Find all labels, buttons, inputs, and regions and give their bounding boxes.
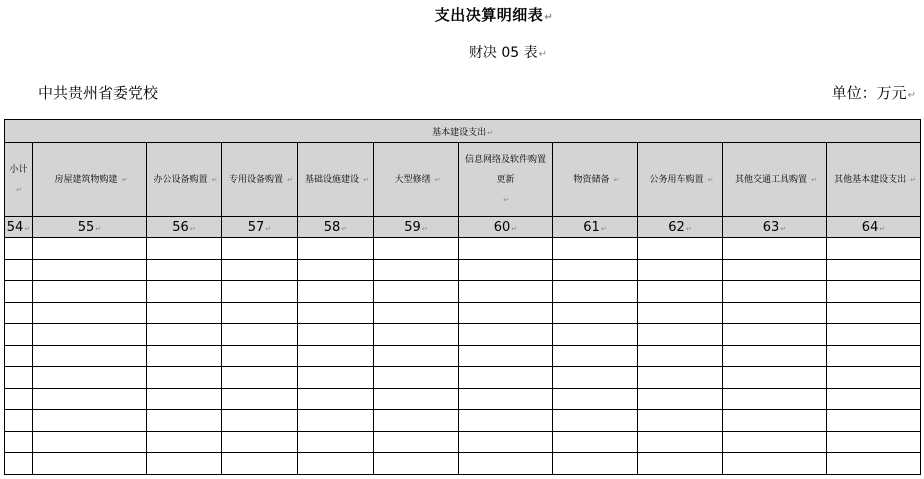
table-cell[interactable]: [5, 410, 33, 432]
table-cell[interactable]: [827, 345, 921, 367]
table-cell[interactable]: [374, 388, 459, 410]
table-cell[interactable]: [33, 281, 147, 303]
group-header-row: [5, 120, 921, 143]
table-cell[interactable]: [827, 453, 921, 475]
table-cell[interactable]: [553, 324, 638, 346]
table-cell[interactable]: [553, 281, 638, 303]
table-cell[interactable]: [222, 367, 298, 389]
table-cell[interactable]: [147, 345, 222, 367]
table-cell[interactable]: [222, 453, 298, 475]
table-cell[interactable]: [374, 259, 459, 281]
table-cell[interactable]: [827, 259, 921, 281]
expenditure-table: [4, 119, 921, 475]
unit-label: 单位：万元↵: [831, 84, 916, 102]
table-cell[interactable]: [374, 367, 459, 389]
table-cell[interactable]: [723, 345, 827, 367]
column-header: 基础设施建设 ↵: [298, 143, 374, 217]
table-row: [5, 324, 921, 346]
table-row: [5, 345, 921, 367]
column-header: 小计↵: [5, 143, 33, 217]
table-cell[interactable]: [459, 388, 553, 410]
table-title: 支出决算明细表↵: [434, 6, 554, 24]
table-row: [5, 367, 921, 389]
column-number: 63↵: [723, 217, 827, 238]
column-number: 56↵: [147, 217, 222, 238]
column-number: 58↵: [298, 217, 374, 238]
table-cell[interactable]: [298, 388, 374, 410]
table-cell[interactable]: [147, 302, 222, 324]
table-cell[interactable]: [723, 388, 827, 410]
table-cell[interactable]: [723, 367, 827, 389]
table-cell[interactable]: [459, 238, 553, 260]
column-number: 62↵: [638, 217, 723, 238]
table-cell[interactable]: [638, 345, 723, 367]
table-cell[interactable]: [33, 324, 147, 346]
table-cell[interactable]: [5, 388, 33, 410]
table-cell[interactable]: [147, 238, 222, 260]
table-cell[interactable]: [723, 259, 827, 281]
table-cell[interactable]: [723, 431, 827, 453]
table-cell[interactable]: [33, 431, 147, 453]
table-row: [5, 281, 921, 303]
table-cell[interactable]: [827, 431, 921, 453]
table-cell[interactable]: [222, 259, 298, 281]
table-cell[interactable]: [5, 345, 33, 367]
table-cell[interactable]: [374, 302, 459, 324]
table-body: [5, 238, 921, 475]
column-number: 59↵: [374, 217, 459, 238]
table-cell[interactable]: [374, 431, 459, 453]
table-cell[interactable]: [459, 367, 553, 389]
table-row: [5, 453, 921, 475]
table-cell[interactable]: [638, 388, 723, 410]
table-cell[interactable]: [459, 324, 553, 346]
table-cell[interactable]: [553, 367, 638, 389]
table-cell[interactable]: [298, 259, 374, 281]
table-cell[interactable]: [459, 453, 553, 475]
table-cell[interactable]: [298, 367, 374, 389]
table-cell[interactable]: [638, 431, 723, 453]
table-cell[interactable]: [374, 453, 459, 475]
table-cell[interactable]: [553, 238, 638, 260]
column-header: 房屋建筑物购建 ↵: [33, 143, 147, 217]
table-cell[interactable]: [553, 388, 638, 410]
table-cell[interactable]: [147, 259, 222, 281]
column-number-row: [5, 217, 921, 238]
column-number: 60↵: [459, 217, 553, 238]
table-cell[interactable]: [147, 388, 222, 410]
table-cell[interactable]: [298, 410, 374, 432]
table-cell[interactable]: [827, 324, 921, 346]
table-cell[interactable]: [298, 302, 374, 324]
table-cell[interactable]: [459, 431, 553, 453]
table-cell[interactable]: [222, 388, 298, 410]
table-cell[interactable]: [147, 324, 222, 346]
column-header: 信息网络及软件购置更新↵: [459, 143, 553, 217]
table-cell[interactable]: [459, 281, 553, 303]
column-header: 专用设备购置 ↵: [222, 143, 298, 217]
table-cell[interactable]: [827, 388, 921, 410]
table-cell[interactable]: [222, 302, 298, 324]
table-row: [5, 431, 921, 453]
column-number: 54↵: [5, 217, 33, 238]
table-cell[interactable]: [638, 281, 723, 303]
table-cell[interactable]: [33, 388, 147, 410]
table-cell[interactable]: [638, 259, 723, 281]
table-cell[interactable]: [723, 324, 827, 346]
table-cell[interactable]: [553, 410, 638, 432]
table-cell[interactable]: [553, 345, 638, 367]
table-cell[interactable]: [638, 302, 723, 324]
column-number: 57↵: [222, 217, 298, 238]
column-header: 其他基本建设支出 ↵: [827, 143, 921, 217]
column-number: 61↵: [553, 217, 638, 238]
table-cell[interactable]: [222, 431, 298, 453]
table-cell[interactable]: [374, 281, 459, 303]
table-cell[interactable]: [298, 453, 374, 475]
table-cell[interactable]: [5, 281, 33, 303]
table-cell[interactable]: [827, 367, 921, 389]
table-cell[interactable]: [298, 281, 374, 303]
table-cell[interactable]: [33, 259, 147, 281]
table-cell[interactable]: [553, 302, 638, 324]
table-cell[interactable]: [5, 367, 33, 389]
table-row: [5, 302, 921, 324]
table-cell[interactable]: [827, 281, 921, 303]
table-cell[interactable]: [5, 324, 33, 346]
column-header: 办公设备购置 ↵: [147, 143, 222, 217]
table-cell[interactable]: [298, 238, 374, 260]
table-cell[interactable]: [147, 410, 222, 432]
table-cell[interactable]: [33, 302, 147, 324]
form-code: 财决 05 表↵: [468, 45, 548, 61]
table-cell[interactable]: [638, 410, 723, 432]
table-cell[interactable]: [5, 238, 33, 260]
table-cell[interactable]: [298, 324, 374, 346]
table-cell[interactable]: [33, 410, 147, 432]
table-cell[interactable]: [147, 367, 222, 389]
table-row: [5, 259, 921, 281]
table-cell[interactable]: [222, 345, 298, 367]
column-number: 64↵: [827, 217, 921, 238]
group-header-cell: 基本建设支出↵: [5, 120, 921, 143]
table-cell[interactable]: [723, 410, 827, 432]
table-cell[interactable]: [827, 410, 921, 432]
table-cell[interactable]: [147, 281, 222, 303]
table-cell[interactable]: [147, 453, 222, 475]
table-cell[interactable]: [723, 302, 827, 324]
table-row: [5, 410, 921, 432]
table-cell[interactable]: [638, 238, 723, 260]
table-cell[interactable]: [222, 324, 298, 346]
table-cell[interactable]: [5, 453, 33, 475]
table-cell[interactable]: [374, 238, 459, 260]
table-cell[interactable]: [459, 345, 553, 367]
table-cell[interactable]: [374, 410, 459, 432]
column-number: 55↵: [33, 217, 147, 238]
table-row: [5, 238, 921, 260]
table-cell[interactable]: [222, 238, 298, 260]
table-cell[interactable]: [5, 431, 33, 453]
table-cell[interactable]: [723, 281, 827, 303]
table-cell[interactable]: [33, 367, 147, 389]
table-cell[interactable]: [222, 410, 298, 432]
table-cell[interactable]: [553, 431, 638, 453]
table-cell[interactable]: [147, 431, 222, 453]
table-cell[interactable]: [374, 324, 459, 346]
table-cell[interactable]: [298, 431, 374, 453]
table-cell[interactable]: [33, 453, 147, 475]
table-cell[interactable]: [459, 302, 553, 324]
table-cell[interactable]: [827, 302, 921, 324]
table-cell[interactable]: [222, 281, 298, 303]
table-cell[interactable]: [553, 453, 638, 475]
organization-name: 中共贵州省委党校: [38, 84, 159, 102]
table-cell[interactable]: [827, 238, 921, 260]
table-cell[interactable]: [553, 259, 638, 281]
column-header-row: [5, 143, 921, 217]
table-row: [5, 388, 921, 410]
table-cell[interactable]: [33, 238, 147, 260]
table-cell[interactable]: [374, 345, 459, 367]
table-cell[interactable]: [638, 453, 723, 475]
table-cell[interactable]: [5, 302, 33, 324]
table-cell[interactable]: [33, 345, 147, 367]
table-cell[interactable]: [459, 259, 553, 281]
table-cell[interactable]: [638, 324, 723, 346]
column-header: 公务用车购置 ↵: [638, 143, 723, 217]
table-cell[interactable]: [638, 367, 723, 389]
table-cell[interactable]: [723, 453, 827, 475]
column-header: 物资储备 ↵: [553, 143, 638, 217]
table-cell[interactable]: [5, 259, 33, 281]
column-header: 其他交通工具购置 ↵: [723, 143, 827, 217]
table-cell[interactable]: [459, 410, 553, 432]
table-cell[interactable]: [723, 238, 827, 260]
column-header: 大型修缮 ↵: [374, 143, 459, 217]
table-cell[interactable]: [298, 345, 374, 367]
